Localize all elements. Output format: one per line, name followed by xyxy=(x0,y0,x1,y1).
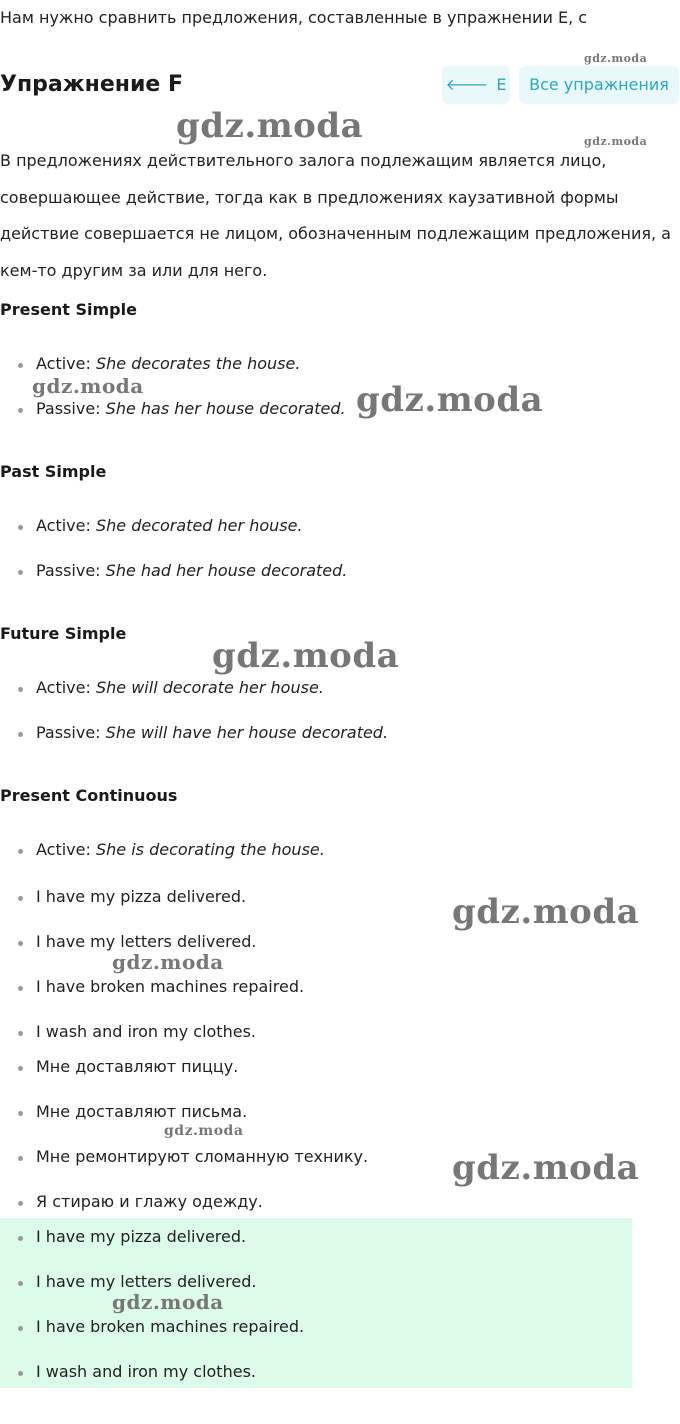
list-item: I have broken machines repaired. xyxy=(36,1317,304,1336)
explanation-paragraph: В предложениях действительного залога подлежащим является лицо, совершающее действие, тогда как в предложениях каузативной формы действие совершается не лицом, обозначенным подлежащим предложения, а кем-то другим за или для него. xyxy=(0,151,671,280)
list-item: I have my letters delivered. xyxy=(36,1272,256,1291)
page-title: Упражнение F xyxy=(0,72,183,97)
arrow-left-icon: 🡐 xyxy=(445,75,489,94)
list-item: Active: She is decorating the house. xyxy=(36,840,325,859)
list-item: Active: She decorates the house. xyxy=(36,354,300,373)
section-heading: Past Simple xyxy=(0,462,107,481)
watermark: gdz.moda xyxy=(112,950,224,974)
watermark: gdz.moda xyxy=(32,374,144,398)
watermark: gdz.moda xyxy=(164,1123,244,1139)
list-item: Мне доставляют пиццу. xyxy=(36,1057,238,1076)
list-item: I have my pizza delivered. xyxy=(36,887,246,906)
watermark: gdz.moda xyxy=(176,106,364,146)
prev-exercise-label: E xyxy=(496,75,507,94)
list-item: Passive: She will have her house decorated. xyxy=(36,723,388,742)
list-item: I have my letters delivered. xyxy=(36,932,256,951)
list-item: Я стираю и глажу одежду. xyxy=(36,1192,263,1211)
list-item: Passive: She has her house decorated. xyxy=(36,399,346,418)
list-item: Мне доставляют письма. xyxy=(36,1102,247,1121)
watermark: gdz.moda xyxy=(584,52,648,65)
watermark: gdz.moda xyxy=(452,1148,640,1188)
watermark: gdz.moda xyxy=(452,892,640,932)
prev-exercise-button[interactable] xyxy=(442,66,510,104)
watermark: gdz.moda xyxy=(212,636,400,676)
watermark: gdz.moda xyxy=(356,380,544,420)
list-item: Мне ремонтируют сломанную технику. xyxy=(36,1147,368,1166)
list-item: I wash and iron my clothes. xyxy=(36,1362,256,1381)
all-exercises-button[interactable]: Все упражнения xyxy=(519,66,679,104)
list-item: I have my pizza delivered. xyxy=(36,1227,246,1246)
intro-text: Нам нужно сравнить предложения, составленные в упражнении E, с xyxy=(0,8,588,27)
list-item: I have broken machines repaired. xyxy=(36,977,304,996)
list-item: I wash and iron my clothes. xyxy=(36,1022,256,1041)
watermark: gdz.moda xyxy=(112,1290,224,1314)
section-heading: Future Simple xyxy=(0,624,127,643)
section-heading: Present Simple xyxy=(0,300,137,319)
list-item: Passive: She had her house decorated. xyxy=(36,561,347,580)
list-item: Active: She will decorate her house. xyxy=(36,678,324,697)
section-heading: Present Continuous xyxy=(0,786,178,805)
watermark: gdz.moda xyxy=(584,135,648,148)
list-item: Active: She decorated her house. xyxy=(36,516,303,535)
